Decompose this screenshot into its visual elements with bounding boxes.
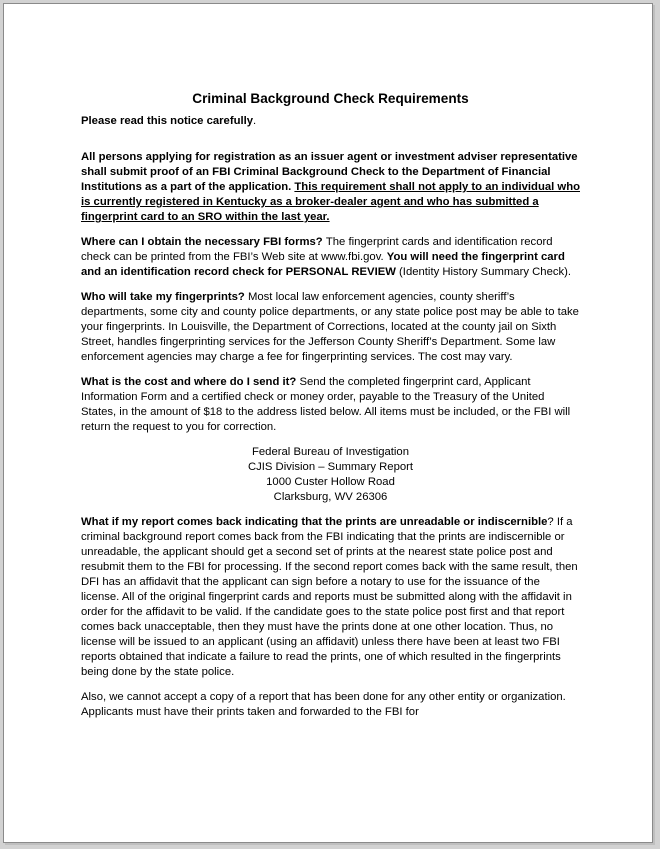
forms-bold-note: You will need the fingerprint card and an identification record check for PERSONAL REVIEW <box>81 251 565 278</box>
fingerprints-paragraph <box>81 290 580 365</box>
cost-paragraph <box>81 375 580 435</box>
address-line-org: Federal Bureau of Investigation <box>252 446 409 458</box>
notice-paragraph <box>81 114 580 129</box>
copy-paragraph <box>81 690 580 720</box>
address-line-division: CJIS Division – Summary Report <box>247 461 414 473</box>
forms-paragraph <box>81 235 580 280</box>
requirement-paragraph <box>81 150 580 225</box>
notice-bold-text: Please read this notice carefully <box>81 115 254 127</box>
fingerprints-answer: Most local law enforcement agencies, county sheriff’s departments, some city and county police departments, or any state police post may be able to take your fingerprints. In Louisville, the Department of Corrections, located at the county jail on Sixth Street, handles fingerprinting services for the Jefferson County Sheriff’s Department. Some law enforcement agencies may charge a fee for fingerprinting services. The cost may vary. <box>81 291 579 363</box>
forms-answer-part1: The fingerprint cards and identification record check can be printed from the FBI’s Web site at www.fbi.gov. <box>81 236 553 263</box>
unreadable-question: What if my report comes back indicating that the prints are unreadable or indiscernible <box>81 516 548 528</box>
document-page <box>3 3 653 843</box>
cost-answer: Send the completed fingerprint card, Applicant Information Form and a certified check or money order, payable to the Treasury of the United States, in the amount of $18 to the address listed below. All items must be included, or the FBI will return the request to you for correction. <box>81 376 571 433</box>
fingerprints-question: Who will take my fingerprints? <box>81 291 248 303</box>
copy-answer: Also, we cannot accept a copy of a report that has been done for any other entity or organization. Applicants must have their prints taken and forwarded to the FBI for <box>81 691 566 718</box>
document-title: Criminal Background Check Requirements <box>192 91 469 106</box>
notice-period: . <box>253 115 257 127</box>
address-line-street: 1000 Custer Hollow Road <box>266 476 395 488</box>
fbi-address-block <box>81 445 580 505</box>
address-line-city: Clarksburg, WV 26306 <box>273 491 388 503</box>
document-content <box>81 91 580 730</box>
forms-question: Where can I obtain the necessary FBI forms? <box>81 236 326 248</box>
requirement-underlined-text: This requirement shall not apply to an individual who is currently registered in Kentucky as a broker-dealer agent and who has submitted a fingerprint card to an SRO within the last year. <box>81 181 580 223</box>
unreadable-paragraph <box>81 515 580 680</box>
cost-question: What is the cost and where do I send it? <box>81 376 300 388</box>
forms-answer-part2: (Identity History Summary Check). <box>395 266 572 278</box>
requirement-bold-text: All persons applying for registration as an issuer agent or investment adviser representative shall submit proof of an FBI Criminal Background Check to the Department of Financial Institutions as a part of the application. <box>81 151 578 193</box>
unreadable-answer: ? If a criminal background report comes back from the FBI indicating that the prints are indiscernible or unreadable, the applicant should get a second set of prints at the nearest state police post and resubmit them to the FBI for processing. If the second report comes back with the same result, then DFI has an affidavit that the applicant can sign before a notary to use for the issuance of the license. All of the original fingerprint cards and reports must be submitted along with the affidavit in order for the affidavit to be valid. If the candidate goes to the state police post first and that report comes back unacceptable, then they must have the prints done at one other location. Thus, no license will be issued to an applicant (using an affidavit) unless there have been at least two FBI reports obtained that indicate a failure to read the prints, one of which resulted in the fingerprints being done by the state police. <box>81 516 578 678</box>
